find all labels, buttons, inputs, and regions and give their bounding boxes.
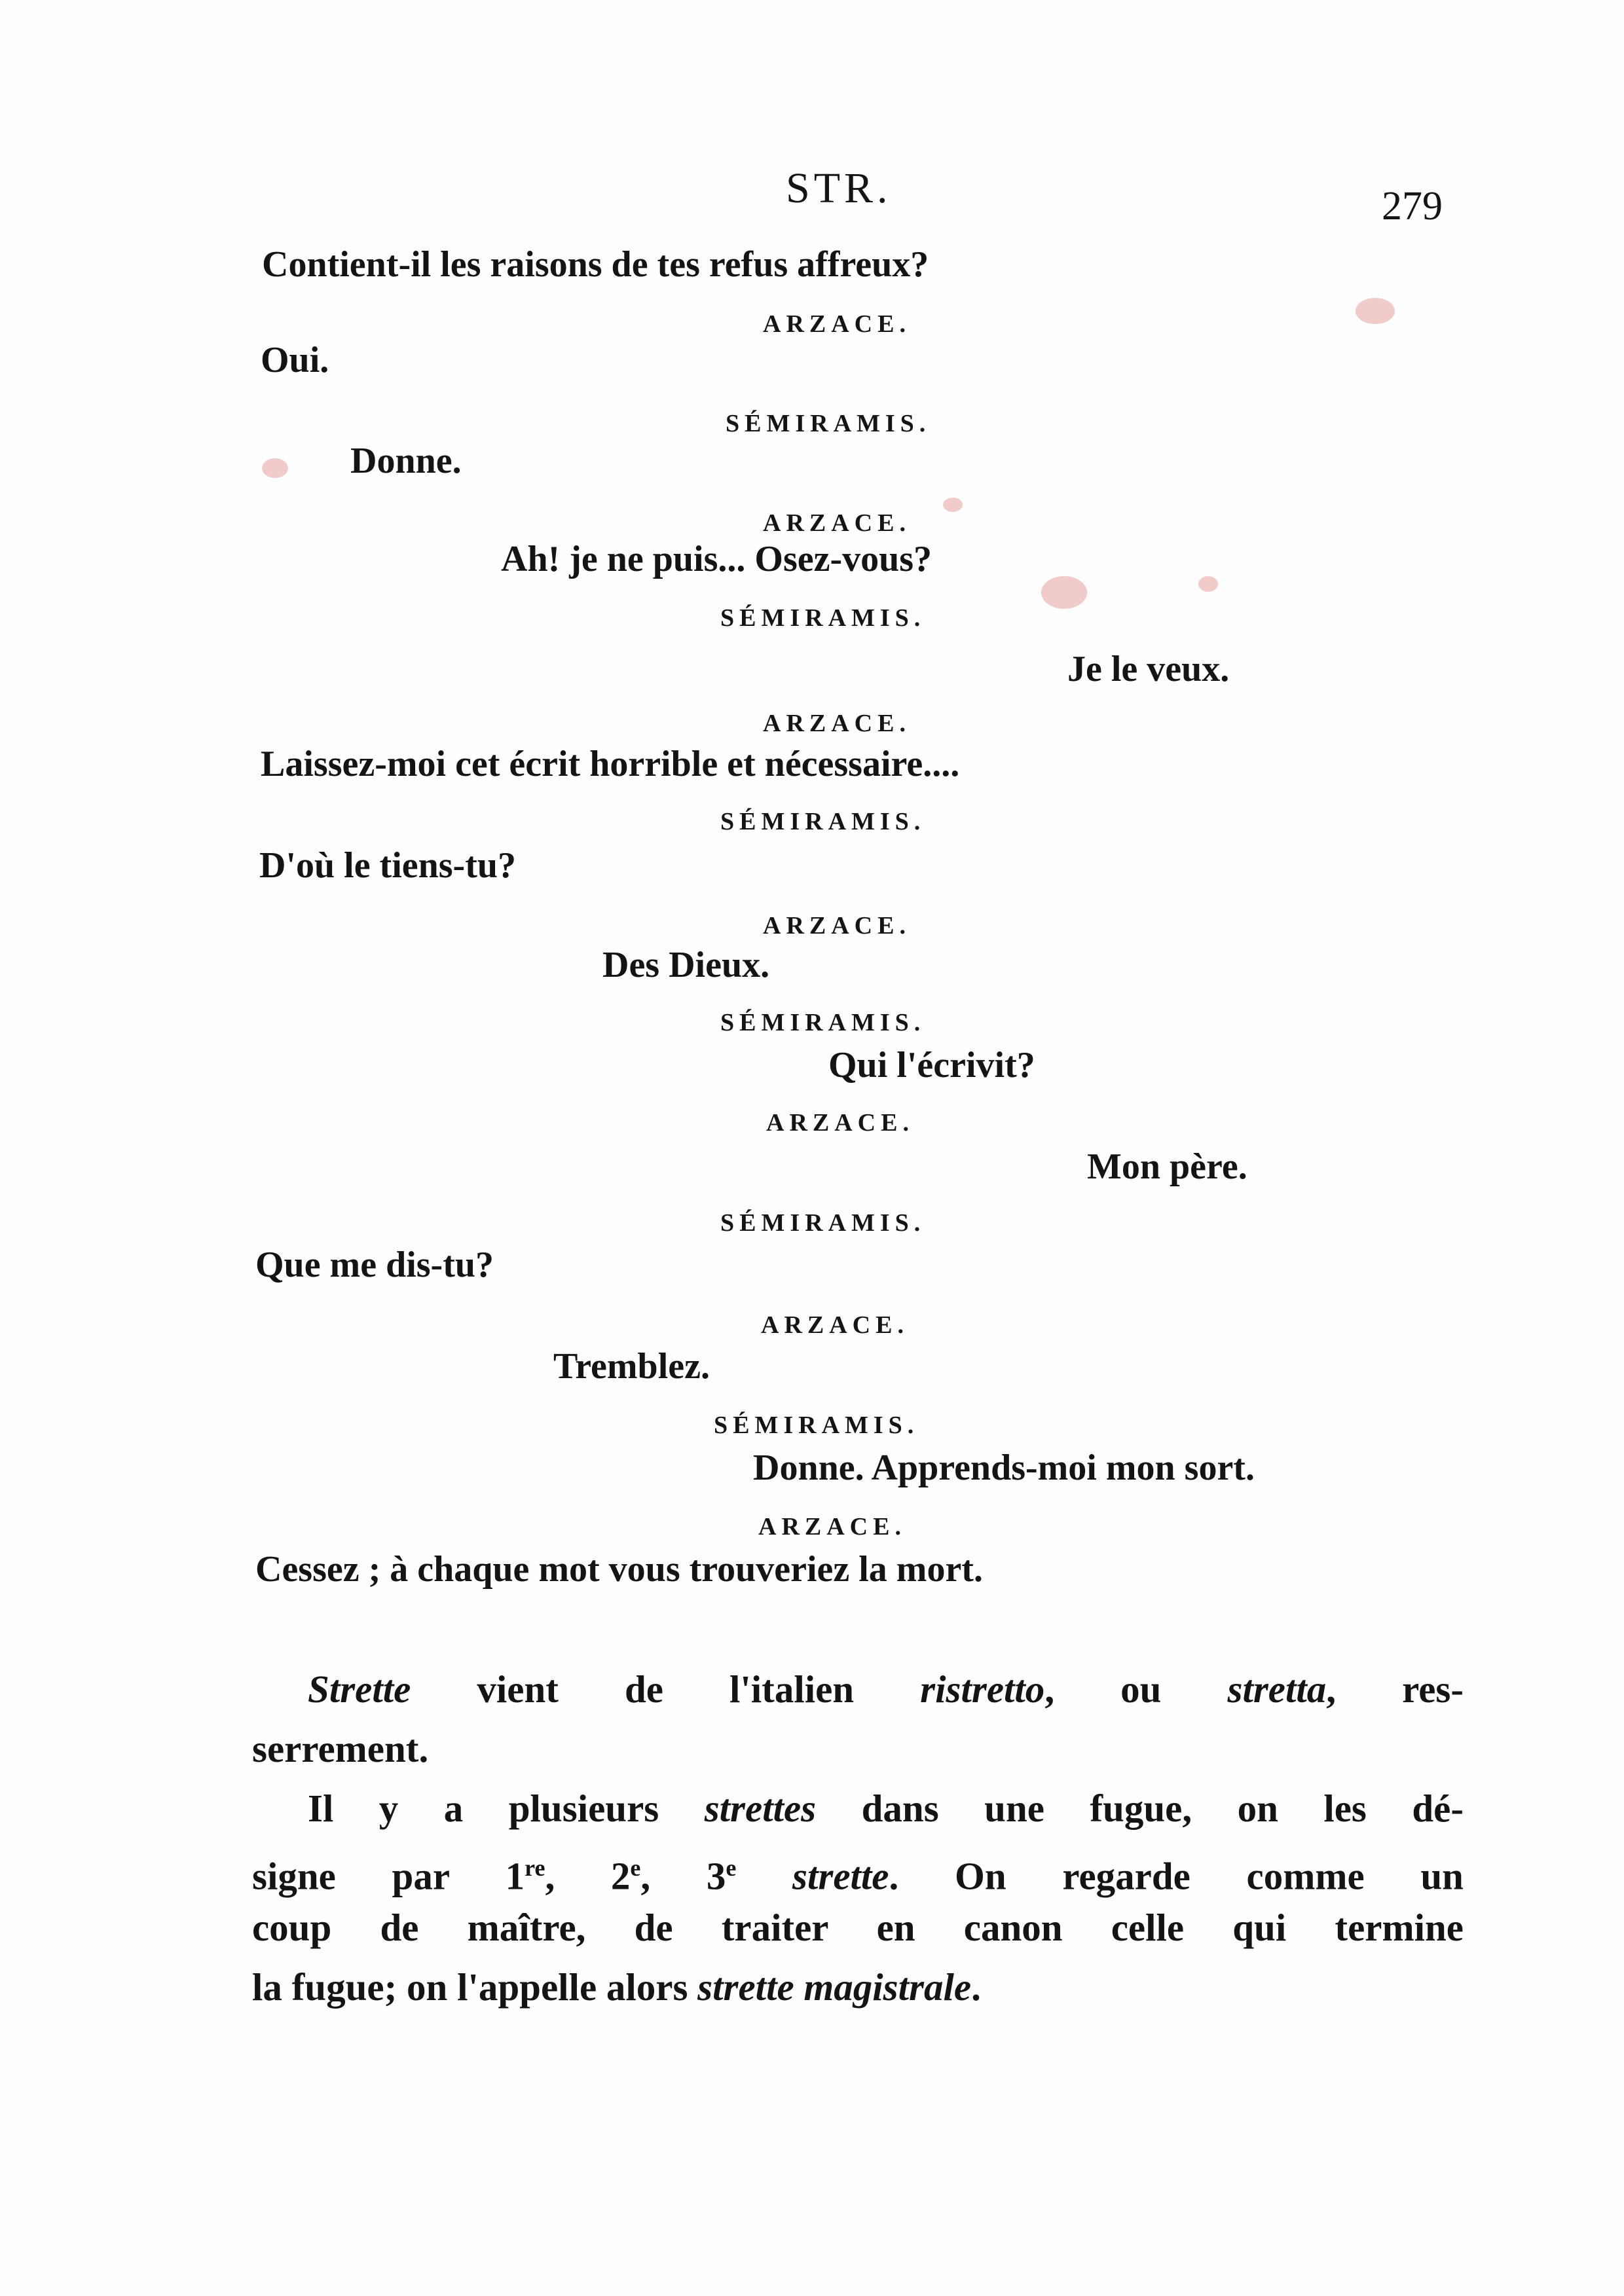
paragraph-line: Strette vient de l'italien ristretto, ou stretta, res- — [308, 1667, 1464, 1711]
term: Strette — [308, 1667, 411, 1711]
paragraph-line: serrement. — [252, 1727, 429, 1770]
paragraph-line: coup de maître, de traiter en canon celle qui termine — [252, 1906, 1464, 1949]
paragraph-line: la fugue; on l'appelle alors strette magistrale. — [252, 1965, 981, 2009]
speaker-name: ARZACE. — [763, 912, 911, 939]
speaker-name: SÉMIRAMIS. — [720, 604, 926, 632]
term: strettes — [704, 1787, 817, 1830]
speaker-name: ARZACE. — [763, 710, 911, 737]
speaker-name: ARZACE. — [761, 1311, 909, 1339]
foxing-stain — [943, 498, 963, 512]
foxing-stain — [1356, 298, 1395, 324]
speaker-name: ARZACE. — [763, 310, 911, 338]
speaker-name: SÉMIRAMIS. — [726, 410, 931, 437]
verse-line: Oui. — [261, 340, 329, 380]
speaker-name: SÉMIRAMIS. — [720, 808, 926, 835]
verse-line: Que me dis-tu? — [255, 1245, 494, 1285]
verse-line: D'où le tiens-tu? — [259, 845, 516, 886]
speaker-name: SÉMIRAMIS. — [720, 1009, 926, 1036]
verse-line: Laissez-moi cet écrit horrible et nécessaire.... — [261, 744, 960, 784]
term: ristretto — [920, 1667, 1045, 1711]
foxing-stain — [262, 458, 288, 478]
verse-line: Donne. — [350, 441, 462, 481]
term: strette magistrale — [697, 1965, 972, 2009]
term: strette — [792, 1854, 889, 1898]
verse-line: Des Dieux. — [602, 945, 770, 985]
speaker-name: ARZACE. — [758, 1513, 906, 1540]
speaker-name: SÉMIRAMIS. — [714, 1412, 919, 1439]
verse-line: Qui l'écrivit? — [828, 1045, 1035, 1085]
speaker-name: ARZACE. — [763, 509, 911, 537]
foxing-stain — [1041, 576, 1087, 609]
paragraph-line: Il y a plusieurs strettes dans une fugue, on les dé- — [308, 1787, 1464, 1830]
paragraph-line: signe par 1re, 2e, 3e strette. On regarde comme un — [252, 1854, 1464, 1898]
verse-line: Contient-il les raisons de tes refus affreux? — [262, 244, 929, 285]
verse-line: Je le veux. — [1067, 649, 1230, 689]
verse-line: Tremblez. — [553, 1346, 710, 1387]
verse-line: Donne. Apprends-moi mon sort. — [753, 1448, 1255, 1488]
running-head: STR. — [786, 164, 892, 212]
page-number: 279 — [1382, 184, 1443, 228]
verse-line: Mon père. — [1087, 1146, 1247, 1187]
verse-line: Ah! je ne puis... Osez-vous? — [501, 539, 932, 579]
speaker-name: SÉMIRAMIS. — [720, 1209, 926, 1237]
foxing-stain — [1198, 576, 1218, 592]
verse-line: Cessez ; à chaque mot vous trouveriez la mort. — [255, 1549, 983, 1590]
term: stretta — [1227, 1667, 1327, 1711]
speaker-name: ARZACE. — [766, 1109, 914, 1137]
